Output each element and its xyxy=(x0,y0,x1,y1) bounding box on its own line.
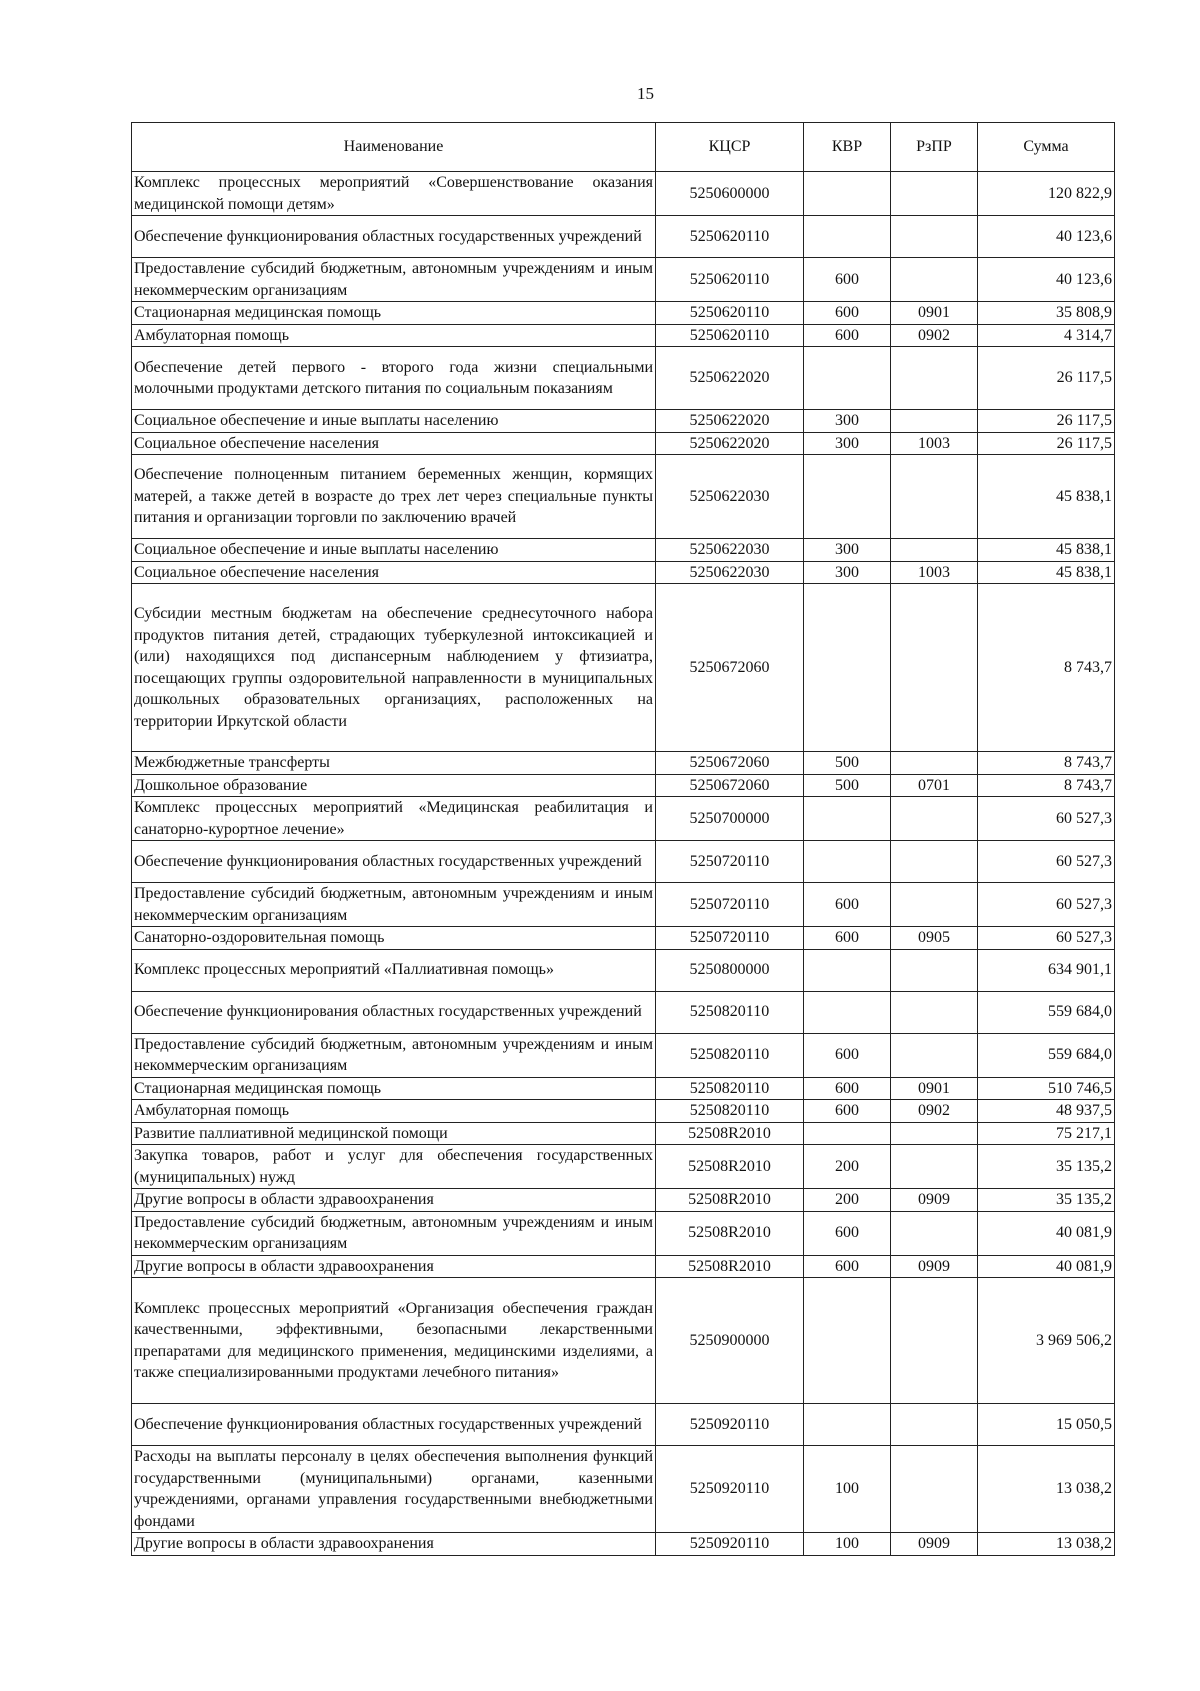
cell-kcsr: 5250720110 xyxy=(656,927,804,950)
cell-sum: 8 743,7 xyxy=(978,584,1115,752)
cell-sum: 13 038,2 xyxy=(978,1533,1115,1556)
cell-sum: 35 808,9 xyxy=(978,302,1115,325)
cell-kvr xyxy=(804,797,891,841)
cell-name: Предоставление субсидий бюджетным, автономным учреждениям и иным некоммерческим организациям xyxy=(132,1211,656,1255)
cell-kvr: 600 xyxy=(804,1100,891,1123)
header-rzpr: РзПР xyxy=(891,123,978,172)
cell-kvr: 600 xyxy=(804,1077,891,1100)
table-row xyxy=(132,172,1115,216)
cell-rzpr xyxy=(891,797,978,841)
cell-name: Развитие паллиативной медицинской помощи xyxy=(132,1122,656,1145)
cell-rzpr: 0901 xyxy=(891,1077,978,1100)
cell-rzpr: 0901 xyxy=(891,302,978,325)
cell-kvr: 500 xyxy=(804,752,891,775)
cell-sum: 15 050,5 xyxy=(978,1404,1115,1446)
cell-kvr: 600 xyxy=(804,927,891,950)
cell-rzpr xyxy=(891,539,978,562)
cell-kcsr: 5250720110 xyxy=(656,841,804,883)
table-row xyxy=(132,539,1115,562)
cell-sum: 35 135,2 xyxy=(978,1189,1115,1212)
table-row xyxy=(132,1255,1115,1278)
cell-kvr: 300 xyxy=(804,539,891,562)
header-row xyxy=(132,123,1115,172)
cell-name: Обеспечение детей первого - второго года жизни специальными молочными продуктами детского питания по социальным показаниям xyxy=(132,347,656,410)
cell-sum: 40 123,6 xyxy=(978,258,1115,302)
cell-name: Стационарная медицинская помощь xyxy=(132,302,656,325)
cell-kcsr: 5250622030 xyxy=(656,455,804,539)
cell-rzpr xyxy=(891,1211,978,1255)
table-row xyxy=(132,991,1115,1033)
cell-kvr xyxy=(804,584,891,752)
cell-sum: 48 937,5 xyxy=(978,1100,1115,1123)
cell-name: Амбулаторная помощь xyxy=(132,324,656,347)
cell-name: Социальное обеспечение населения xyxy=(132,432,656,455)
cell-kcsr: 5250620110 xyxy=(656,216,804,258)
table-row xyxy=(132,324,1115,347)
cell-kcsr: 52508R2010 xyxy=(656,1122,804,1145)
cell-kvr xyxy=(804,991,891,1033)
cell-rzpr xyxy=(891,1033,978,1077)
cell-name: Социальное обеспечение и иные выплаты населению xyxy=(132,539,656,562)
table-row xyxy=(132,1278,1115,1404)
cell-rzpr: 1003 xyxy=(891,432,978,455)
cell-kcsr: 5250622020 xyxy=(656,347,804,410)
cell-kvr: 600 xyxy=(804,302,891,325)
table-row xyxy=(132,752,1115,775)
cell-kcsr: 5250700000 xyxy=(656,797,804,841)
table-row xyxy=(132,432,1115,455)
cell-name: Комплекс процессных мероприятий «Паллиативная помощь» xyxy=(132,949,656,991)
table-row xyxy=(132,1077,1115,1100)
cell-kcsr: 5250920110 xyxy=(656,1404,804,1446)
cell-kvr: 600 xyxy=(804,883,891,927)
cell-name: Закупка товаров, работ и услуг для обеспечения государственных (муниципальных) нужд xyxy=(132,1145,656,1189)
cell-name: Санаторно-оздоровительная помощь xyxy=(132,927,656,950)
cell-kcsr: 5250620110 xyxy=(656,258,804,302)
cell-kvr: 600 xyxy=(804,324,891,347)
cell-rzpr xyxy=(891,1446,978,1533)
cell-sum: 60 527,3 xyxy=(978,797,1115,841)
cell-kvr: 200 xyxy=(804,1189,891,1212)
table-row xyxy=(132,949,1115,991)
cell-rzpr xyxy=(891,1145,978,1189)
cell-sum: 120 822,9 xyxy=(978,172,1115,216)
table-row xyxy=(132,584,1115,752)
cell-rzpr xyxy=(891,216,978,258)
cell-rzpr: 0902 xyxy=(891,1100,978,1123)
cell-kvr: 200 xyxy=(804,1145,891,1189)
cell-rzpr xyxy=(891,991,978,1033)
cell-kcsr: 5250672060 xyxy=(656,584,804,752)
cell-name: Комплекс процессных мероприятий «Медицинская реабилитация и санаторно-курортное лечение» xyxy=(132,797,656,841)
cell-name: Обеспечение функционирования областных государственных учреждений xyxy=(132,991,656,1033)
table-row xyxy=(132,561,1115,584)
cell-sum: 8 743,7 xyxy=(978,752,1115,775)
cell-rzpr xyxy=(891,258,978,302)
cell-sum: 75 217,1 xyxy=(978,1122,1115,1145)
cell-kcsr: 5250820110 xyxy=(656,1077,804,1100)
cell-kvr xyxy=(804,949,891,991)
table-row xyxy=(132,1122,1115,1145)
cell-kvr: 100 xyxy=(804,1446,891,1533)
table-row xyxy=(132,1145,1115,1189)
cell-kcsr: 5250622020 xyxy=(656,432,804,455)
cell-sum: 40 081,9 xyxy=(978,1211,1115,1255)
header-sum: Сумма xyxy=(978,123,1115,172)
cell-name: Стационарная медицинская помощь xyxy=(132,1077,656,1100)
table-row xyxy=(132,302,1115,325)
cell-name: Комплекс процессных мероприятий «Совершенствование оказания медицинской помощи детям» xyxy=(132,172,656,216)
cell-name: Другие вопросы в области здравоохранения xyxy=(132,1189,656,1212)
cell-rzpr xyxy=(891,949,978,991)
cell-kvr: 600 xyxy=(804,1033,891,1077)
cell-name: Обеспечение полноценным питанием беременных женщин, кормящих матерей, а также детей в возрасте до трех лет через специальные пункты питания и организации торговли по заключению врачей xyxy=(132,455,656,539)
cell-kcsr: 5250672060 xyxy=(656,774,804,797)
cell-sum: 35 135,2 xyxy=(978,1145,1115,1189)
page-number: 15 xyxy=(637,84,654,103)
cell-name: Обеспечение функционирования областных государственных учреждений xyxy=(132,841,656,883)
cell-rzpr xyxy=(891,455,978,539)
cell-kvr xyxy=(804,216,891,258)
cell-kvr xyxy=(804,1278,891,1404)
cell-sum: 3 969 506,2 xyxy=(978,1278,1115,1404)
cell-name: Субсидии местным бюджетам на обеспечение среднесуточного набора продуктов питания детей, страдающих туберкулезной интоксикацией и (или) находящихся под диспансерным наблюдением у фтизиатра, посещающих группы оздоровительной направленности в муниципальных дошкольных образовательных организациях, расположенных на территории Иркутской области xyxy=(132,584,656,752)
cell-name: Другие вопросы в области здравоохранения xyxy=(132,1533,656,1556)
cell-sum: 60 527,3 xyxy=(978,927,1115,950)
cell-rzpr xyxy=(891,752,978,775)
cell-sum: 40 123,6 xyxy=(978,216,1115,258)
cell-sum: 60 527,3 xyxy=(978,883,1115,927)
cell-kcsr: 5250620110 xyxy=(656,302,804,325)
header-kvr: КВР xyxy=(804,123,891,172)
cell-sum: 510 746,5 xyxy=(978,1077,1115,1100)
cell-rzpr xyxy=(891,410,978,433)
cell-sum: 13 038,2 xyxy=(978,1446,1115,1533)
table-header xyxy=(132,123,1115,172)
cell-kvr: 300 xyxy=(804,410,891,433)
cell-name: Предоставление субсидий бюджетным, автономным учреждениям и иным некоммерческим организациям xyxy=(132,1033,656,1077)
cell-kcsr: 5250900000 xyxy=(656,1278,804,1404)
cell-kcsr: 52508R2010 xyxy=(656,1145,804,1189)
cell-name: Социальное обеспечение и иные выплаты населению xyxy=(132,410,656,433)
cell-rzpr xyxy=(891,347,978,410)
cell-rzpr xyxy=(891,172,978,216)
cell-rzpr xyxy=(891,841,978,883)
header-name: Наименование xyxy=(132,123,656,172)
table-row xyxy=(132,1033,1115,1077)
cell-kcsr: 5250820110 xyxy=(656,991,804,1033)
table-row xyxy=(132,1446,1115,1533)
cell-sum: 45 838,1 xyxy=(978,561,1115,584)
table-row xyxy=(132,1533,1115,1556)
cell-rzpr: 0701 xyxy=(891,774,978,797)
cell-kvr xyxy=(804,455,891,539)
cell-name: Амбулаторная помощь xyxy=(132,1100,656,1123)
cell-name: Социальное обеспечение населения xyxy=(132,561,656,584)
table-row xyxy=(132,216,1115,258)
cell-kvr: 600 xyxy=(804,258,891,302)
cell-kcsr: 52508R2010 xyxy=(656,1255,804,1278)
cell-sum: 45 838,1 xyxy=(978,455,1115,539)
cell-rzpr: 0905 xyxy=(891,927,978,950)
cell-name: Предоставление субсидий бюджетным, автономным учреждениям и иным некоммерческим организациям xyxy=(132,883,656,927)
cell-kvr: 300 xyxy=(804,432,891,455)
cell-kcsr: 5250622030 xyxy=(656,561,804,584)
cell-kvr xyxy=(804,1122,891,1145)
cell-sum: 559 684,0 xyxy=(978,991,1115,1033)
cell-kcsr: 52508R2010 xyxy=(656,1211,804,1255)
cell-sum: 26 117,5 xyxy=(978,347,1115,410)
cell-name: Другие вопросы в области здравоохранения xyxy=(132,1255,656,1278)
cell-sum: 26 117,5 xyxy=(978,432,1115,455)
cell-sum: 634 901,1 xyxy=(978,949,1115,991)
cell-name: Дошкольное образование xyxy=(132,774,656,797)
cell-sum: 60 527,3 xyxy=(978,841,1115,883)
cell-sum: 559 684,0 xyxy=(978,1033,1115,1077)
table-row xyxy=(132,1404,1115,1446)
cell-rzpr: 0909 xyxy=(891,1189,978,1212)
cell-rzpr: 0902 xyxy=(891,324,978,347)
cell-kvr: 100 xyxy=(804,1533,891,1556)
header-kcsr: КЦСР xyxy=(656,123,804,172)
cell-kcsr: 5250920110 xyxy=(656,1446,804,1533)
cell-kvr: 500 xyxy=(804,774,891,797)
cell-kvr: 300 xyxy=(804,561,891,584)
budget-table xyxy=(131,122,1115,1556)
table-row xyxy=(132,883,1115,927)
table-row xyxy=(132,1100,1115,1123)
cell-kvr xyxy=(804,1404,891,1446)
table-row xyxy=(132,927,1115,950)
cell-kcsr: 5250622020 xyxy=(656,410,804,433)
cell-name: Межбюджетные трансферты xyxy=(132,752,656,775)
cell-name: Расходы на выплаты персоналу в целях обеспечения выполнения функций государственными (муниципальными) органами, казенными учреждениями, органами управления государственными внебюджетными фондами xyxy=(132,1446,656,1533)
table-row xyxy=(132,774,1115,797)
cell-rzpr: 1003 xyxy=(891,561,978,584)
cell-name: Обеспечение функционирования областных государственных учреждений xyxy=(132,216,656,258)
table-row xyxy=(132,841,1115,883)
cell-kcsr: 5250600000 xyxy=(656,172,804,216)
cell-kvr: 600 xyxy=(804,1211,891,1255)
cell-kvr xyxy=(804,841,891,883)
cell-kcsr: 52508R2010 xyxy=(656,1189,804,1212)
cell-kcsr: 5250620110 xyxy=(656,324,804,347)
cell-sum: 4 314,7 xyxy=(978,324,1115,347)
cell-kcsr: 5250622030 xyxy=(656,539,804,562)
cell-rzpr: 0909 xyxy=(891,1533,978,1556)
cell-sum: 8 743,7 xyxy=(978,774,1115,797)
cell-kcsr: 5250672060 xyxy=(656,752,804,775)
cell-rzpr xyxy=(891,883,978,927)
cell-rzpr xyxy=(891,1278,978,1404)
cell-rzpr xyxy=(891,1122,978,1145)
cell-rzpr xyxy=(891,584,978,752)
table-row xyxy=(132,347,1115,410)
cell-sum: 40 081,9 xyxy=(978,1255,1115,1278)
table-row xyxy=(132,1189,1115,1212)
cell-name: Предоставление субсидий бюджетным, автономным учреждениям и иным некоммерческим организациям xyxy=(132,258,656,302)
cell-name: Комплекс процессных мероприятий «Организация обеспечения граждан качественными, эффективными, безопасными лекарственными препаратами для медицинского применения, медицинскими изделиями, а также специализированными продуктами лечебного питания» xyxy=(132,1278,656,1404)
cell-kcsr: 5250800000 xyxy=(656,949,804,991)
cell-sum: 45 838,1 xyxy=(978,539,1115,562)
cell-kcsr: 5250820110 xyxy=(656,1033,804,1077)
cell-kcsr: 5250820110 xyxy=(656,1100,804,1123)
cell-kcsr: 5250920110 xyxy=(656,1533,804,1556)
cell-sum: 26 117,5 xyxy=(978,410,1115,433)
cell-rzpr: 0909 xyxy=(891,1255,978,1278)
table-row xyxy=(132,797,1115,841)
table-row xyxy=(132,410,1115,433)
table-row xyxy=(132,1211,1115,1255)
table-row xyxy=(132,258,1115,302)
table-row xyxy=(132,455,1115,539)
cell-kvr xyxy=(804,172,891,216)
cell-rzpr xyxy=(891,1404,978,1446)
table-body xyxy=(132,172,1115,1556)
cell-kcsr: 5250720110 xyxy=(656,883,804,927)
cell-kvr: 600 xyxy=(804,1255,891,1278)
cell-name: Обеспечение функционирования областных государственных учреждений xyxy=(132,1404,656,1446)
cell-kvr xyxy=(804,347,891,410)
